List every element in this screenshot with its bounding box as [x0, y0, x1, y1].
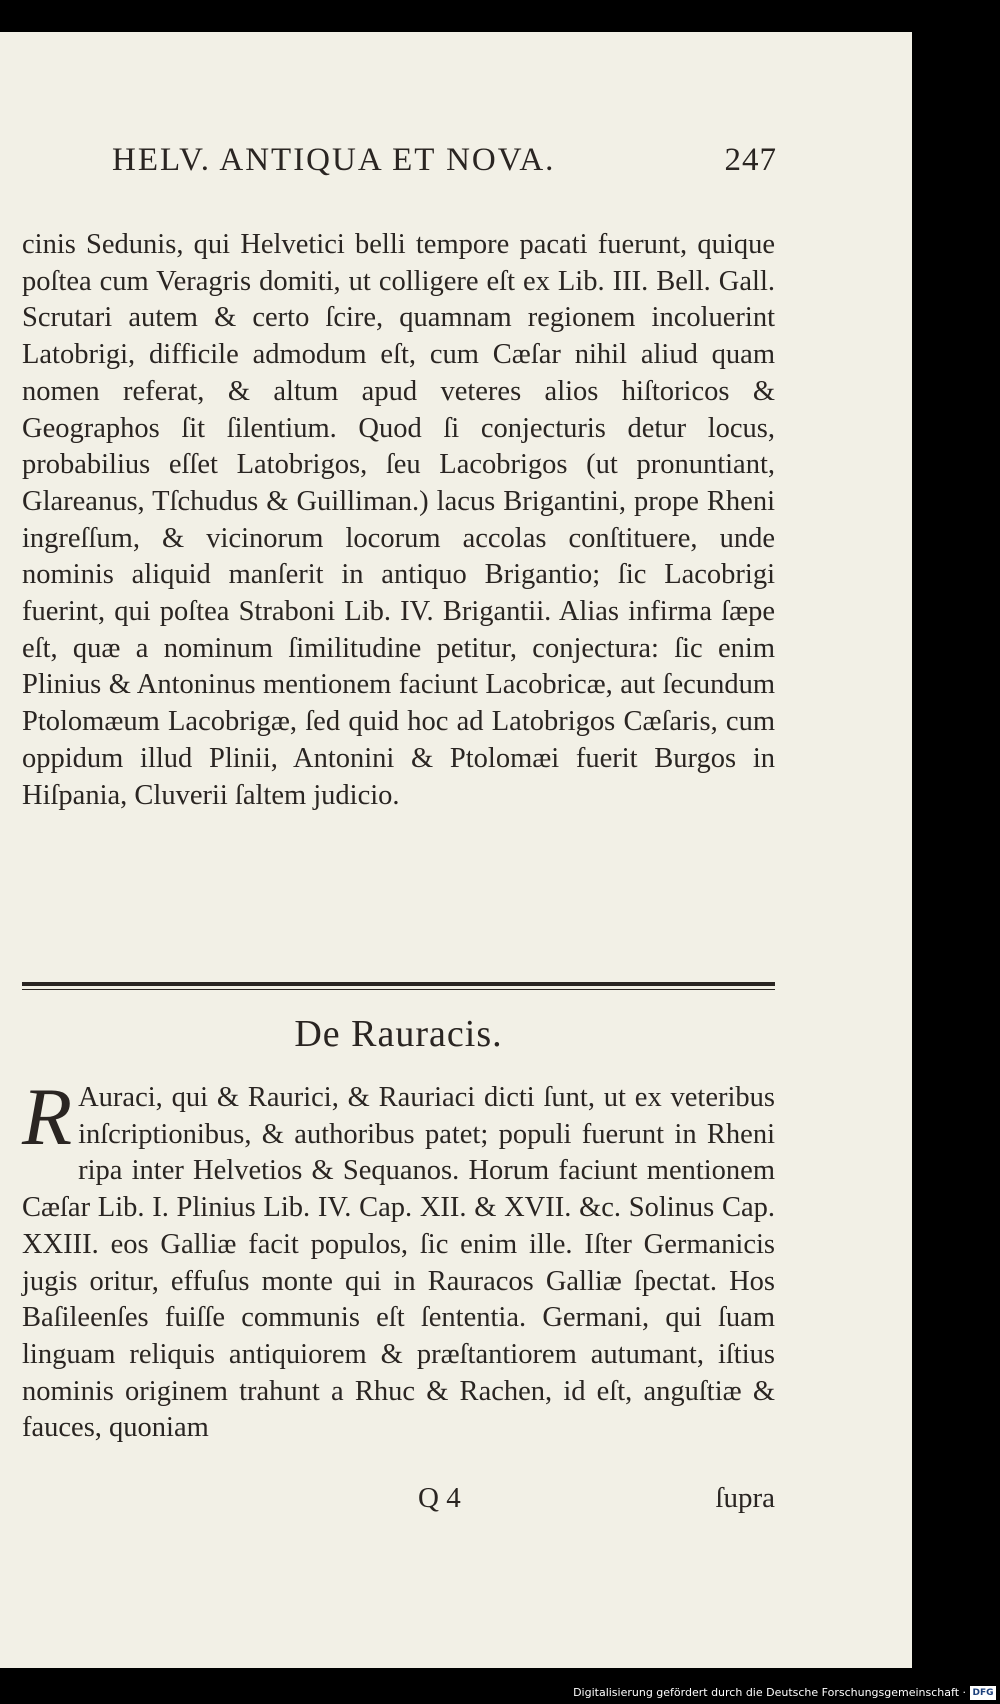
running-head-title: HELV. ANTIQUA ET NOVA.	[112, 142, 556, 178]
digitization-credit-bar	[0, 1682, 1000, 1704]
section-rule-thick	[22, 982, 775, 986]
credit-text: Digitalisierung gefördert durch die Deutsche Forschungsgemeinschaft ·	[573, 1686, 966, 1699]
signature-mark: Q 4	[418, 1482, 461, 1514]
running-head	[112, 142, 777, 192]
section-rule-thin	[22, 989, 775, 990]
drop-cap: R	[22, 1071, 73, 1162]
catchword: ſupra	[715, 1482, 775, 1514]
paragraph-rauraci: Auraci, qui & Raurici, & Rauriaci dicti ſunt, ut ex veteribus inſcriptionibus, & authoribus patet; populi fuerunt in Rheni ripa inter Helvetios & Sequanos. Horum faciunt mentionem Cæſar Lib. I. Plinius Lib. IV. Cap. XII. & XVII. &c. Solinus Cap. XXIII. eos Galliæ facit populos, ſic enim ille. Iſter Germanicis jugis oritur, effuſus monte qui in Rauracos Galliæ ſpectat. Hos Baſileenſes fuiſſe communis eſt ſententia. Germani, qui ſuam linguam reliquis antiquiorem & præſtantiorem autumant, iſtius nominis originem trahunt a Rhuc & Rachen, id eſt, anguſtiæ & fauces, quoniam	[22, 1082, 775, 1444]
section-heading: De Rauracis.	[294, 1013, 503, 1055]
book-page	[0, 32, 912, 1668]
dfg-logo-icon: DFG	[970, 1686, 996, 1700]
page-number: 247	[724, 142, 777, 178]
paragraph-latobrigi: cinis Sedunis, qui Helvetici belli tempore pacati fuerunt, quique poſtea cum Veragris domiti, ut colligere eſt ex Lib. III. Bell. Gall. Scrutari autem & certo ſcire, quamnam regionem incoluerint Latobrigi, difficile admodum eſt, cum Cæſar nihil aliud quam nomen referat, & altum apud veteres alios hiſtoricos & Geographos ſit ſilentium. Quod ſi conjecturis detur locus, probabilius eſſet Latobrigos, ſeu Lacobrigos (ut pronuntiant, Glareanus, Tſchudus & Guilliman.) lacus Brigantini, prope Rheni ingreſſum, & vicinorum locorum accolas conſtituere, unde nominis aliquid manſerit in antiquo Brigantio; ſic Lacobrigi fuerint, qui poſtea Straboni Lib. IV. Brigantii. Alias infirma ſæpe eſt, quæ a nominum ſimilitudine petitur, conjectura: ſic enim Plinius & Antoninus mentionem faciunt Lacobricæ, aut ſecundum Ptolomæum Lacobrigæ, ſed quid hoc ad Latobrigos Cæſaris, cum oppidum illud Plinii, Antonini & Ptolomæi fuerit Burgos in Hiſpania, Cluverii ſaltem judicio.	[22, 229, 775, 811]
body-text-block	[22, 227, 775, 814]
page-footer	[22, 1482, 775, 1522]
body-text-block-rauraci	[22, 1071, 775, 1447]
